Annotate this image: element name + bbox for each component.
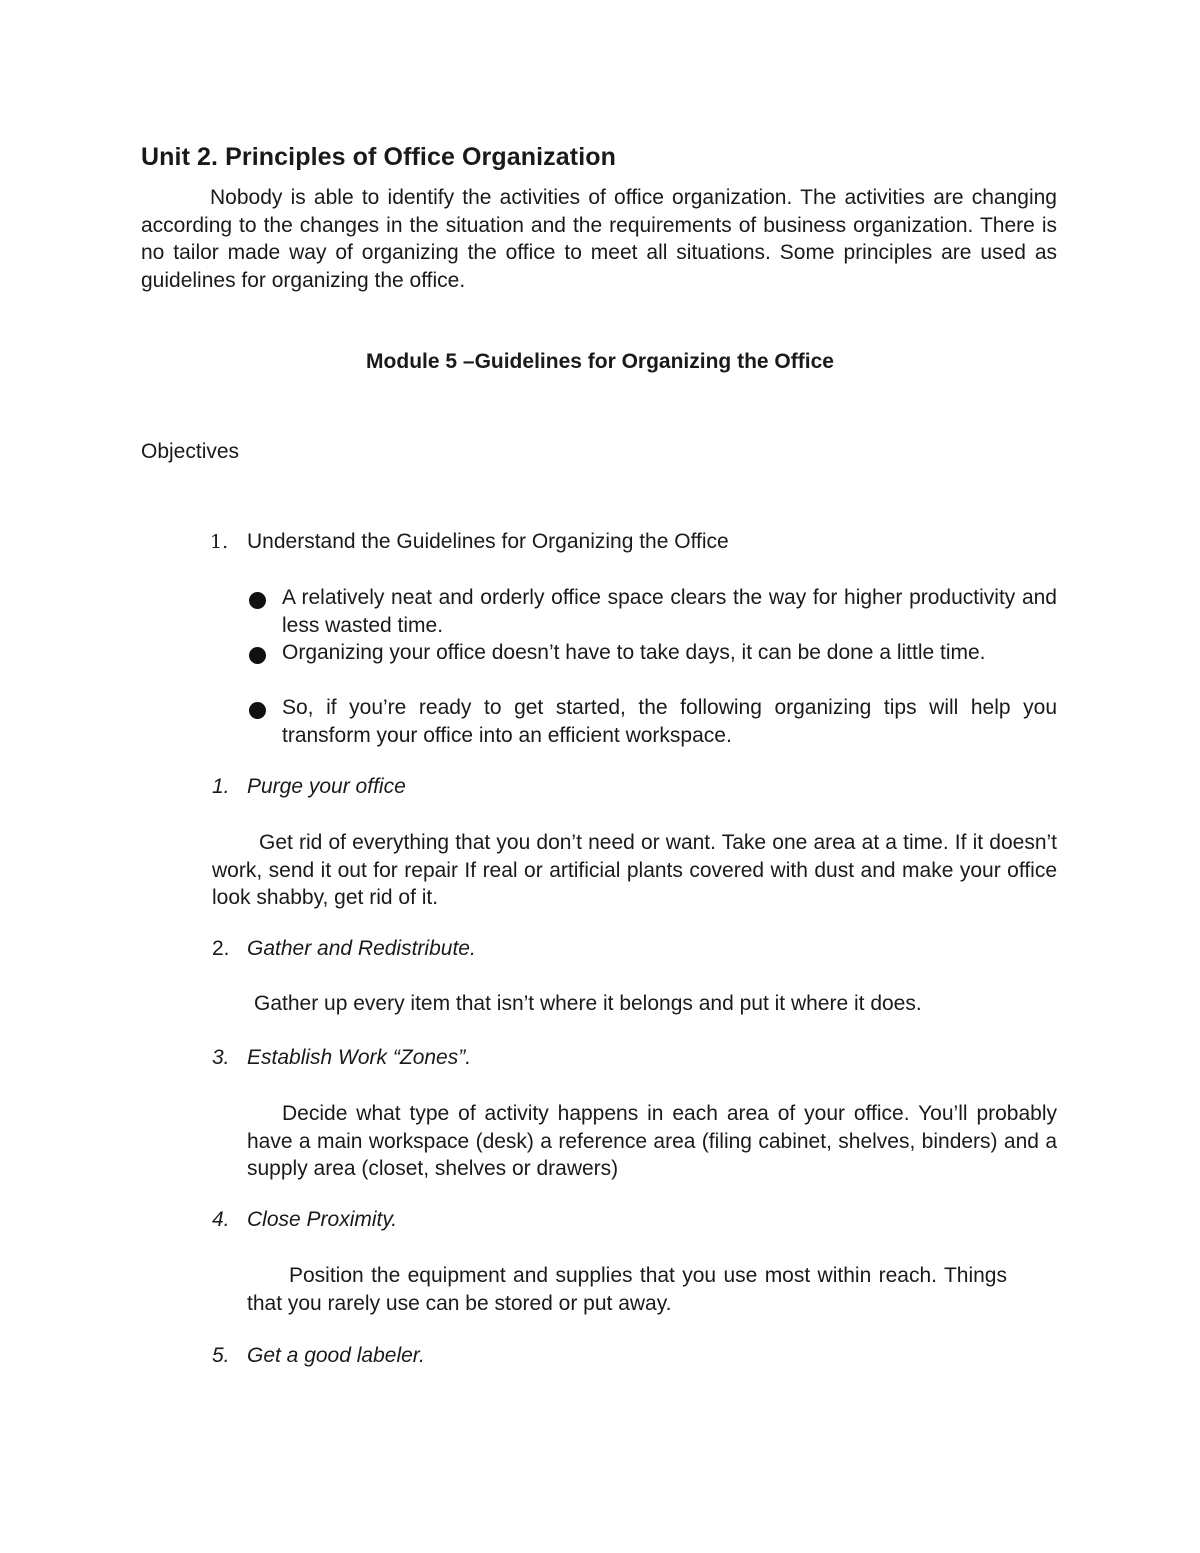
tip-number: 5.: [212, 1344, 230, 1367]
tip-body: Get rid of everything that you don’t need or want. Take one area at a time. If it doesn’t work, send it out for repair If real or artificial plants covered with dust and make your office look shabby, get rid of it.: [212, 831, 1057, 909]
tip-body: Decide what type of activity happens in each area of your office. You’ll probably have a main workspace (desk) a reference area (filing cabinet, shelves, binders) and a supply area (closet, shelves or drawers): [247, 1102, 1057, 1180]
bullet-item: A relatively neat and orderly office space clears the way for higher productivity and less wasted time.: [282, 586, 1057, 637]
tip-title: Gather and Redistribute.: [247, 937, 476, 960]
tip-title: Establish Work “Zones”.: [247, 1046, 472, 1069]
tip-number: 3.: [212, 1046, 230, 1069]
tip-body: Position the equipment and supplies that you use most within reach. Things that you rarely use can be stored or put away.: [247, 1264, 1007, 1315]
objectives-heading: Objectives: [141, 440, 240, 463]
module-title: Module 5 –Guidelines for Organizing the Office: [366, 350, 834, 373]
bullet-dot-icon: [249, 647, 266, 664]
unit-title: Unit 2. Principles of Office Organization: [141, 143, 616, 171]
tip-body: Gather up every item that isn’t where it belongs and put it where it does.: [254, 992, 922, 1015]
tip-title: Get a good labeler.: [247, 1344, 425, 1367]
bullet-item: Organizing your office doesn’t have to take days, it can be done a little time.: [282, 641, 986, 664]
tip-title: Close Proximity.: [247, 1208, 398, 1231]
bullet-dot-icon: [249, 702, 266, 719]
tip-title: Purge your office: [247, 775, 406, 798]
bullet-item: So, if you’re ready to get started, the following organizing tips will help you transform your office into an efficient workspace.: [282, 696, 1057, 747]
tip-number: 2.: [212, 937, 230, 960]
objective-number: 1.: [210, 531, 229, 553]
bullet-dot-icon: [249, 592, 266, 609]
tip-number: 1.: [212, 775, 230, 798]
intro-paragraph: Nobody is able to identify the activities of office organization. The activities are changing according to the changes in the situation and the requirements of business organization. There is no tailor made way of organizing the office to meet all situations. Some principles are used as guidelines for organizing the office.: [141, 186, 1057, 292]
objective-text: Understand the Guidelines for Organizing the Office: [247, 530, 729, 553]
tip-number: 4.: [212, 1208, 230, 1231]
